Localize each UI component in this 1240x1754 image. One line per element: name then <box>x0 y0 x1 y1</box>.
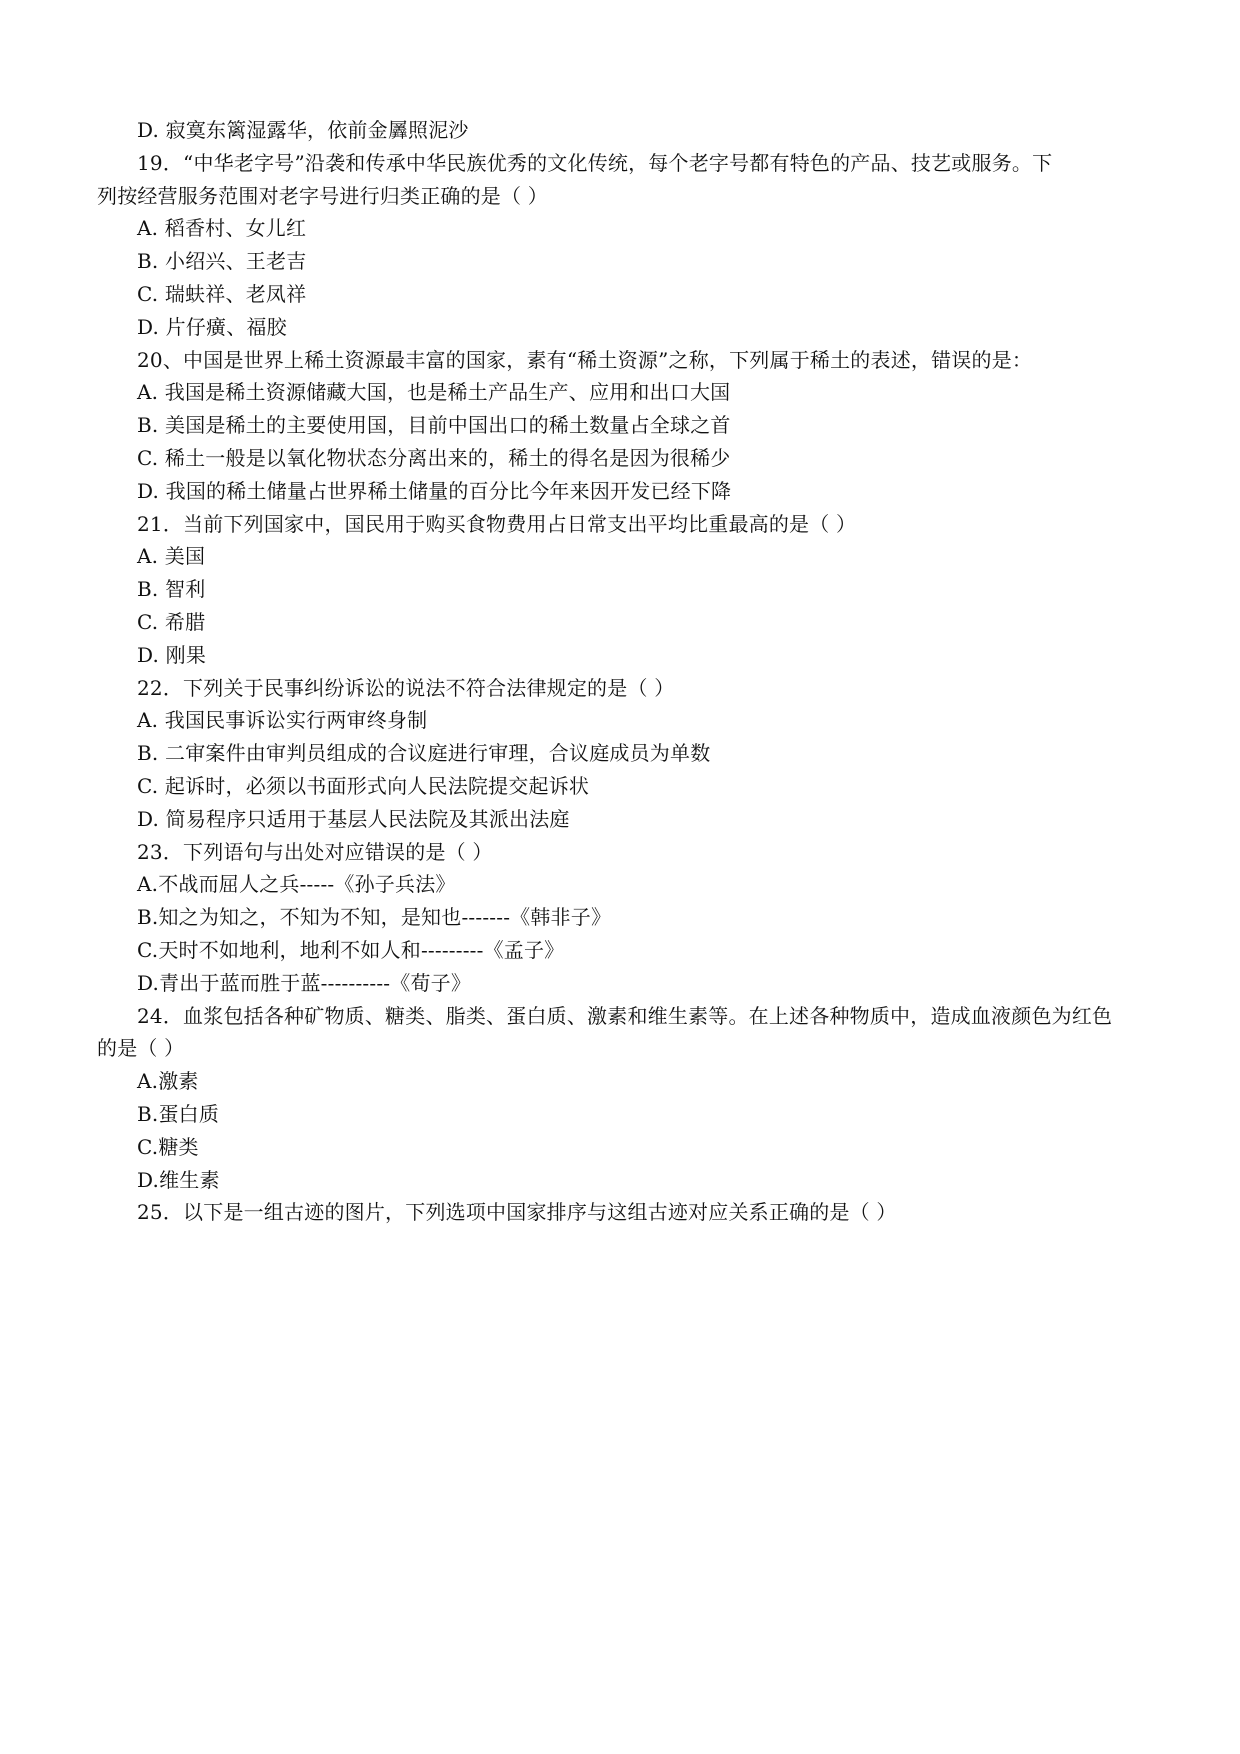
question-24: 24．血浆包括各种矿物质、糖类、脂类、蛋白质、激素和维生素等。在上述各种物质中，造成血液颜色为红色 <box>137 1003 1113 1028</box>
option-19-c: C. 瑞蚨祥、老凤祥 <box>137 281 307 306</box>
option-23-c: C.天时不如地利，地利不如人和---------《孟子》 <box>137 937 565 962</box>
option-21-d: D. 刚果 <box>137 642 207 667</box>
option-21-c: C. 希腊 <box>137 609 206 634</box>
option-24-c: C.糖类 <box>137 1134 199 1159</box>
option-18-d: D. 寂寞东篱湿露华，依前金羼照泥沙 <box>137 118 469 142</box>
option-24-a: A.激素 <box>137 1069 199 1094</box>
option-23-b: B.知之为知之，不知为不知，是知也-------《韩非子》 <box>137 905 612 930</box>
option-19-b: B. 小绍兴、王老吉 <box>137 249 307 274</box>
option-24-d: D.维生素 <box>137 1167 220 1192</box>
question-21: 21．当前下列国家中，国民用于购买食物费用占日常支出平均比重最高的是（ ） <box>137 511 857 536</box>
option-20-b: B. 美国是稀土的主要使用国，目前中国出口的稀土数量占全球之首 <box>137 413 731 438</box>
option-20-a: A. 我国是稀土资源储藏大国，也是稀土产品生产、应用和出口大国 <box>137 380 731 405</box>
question-23: 23．下列语句与出处对应错误的是（ ） <box>137 839 493 864</box>
option-19-d: D. 片仔癀、福胶 <box>137 314 287 339</box>
option-21-a: A. 美国 <box>137 544 206 569</box>
question-25: 25．以下是一组古迹的图片，下列选项中国家排序与这组古迹对应关系正确的是（ ） <box>137 1200 897 1225</box>
option-23-a: A.不战而屈人之兵-----《孙子兵法》 <box>137 872 456 897</box>
option-22-d: D. 简易程序只适用于基层人民法院及其派出法庭 <box>137 806 570 831</box>
option-22-b: B. 二审案件由审判员组成的合议庭进行审理，合议庭成员为单数 <box>137 741 711 766</box>
question-20: 20、中国是世界上稀土资源最丰富的国家，素有“稀土资源”之称，下列属于稀土的表述，错误的是： <box>137 347 1033 372</box>
option-20-d: D. 我国的稀土储量占世界稀土储量的百分比今年来因开发已经下降 <box>137 478 732 503</box>
question-22: 22．下列关于民事纠纷诉讼的说法不符合法律规定的是（ ） <box>137 675 675 700</box>
option-20-c: C. 稀土一般是以氧化物状态分离出来的，稀土的得名是因为很稀少 <box>137 445 731 470</box>
option-22-c: C. 起诉时，必须以书面形式向人民法院提交起诉状 <box>137 773 590 798</box>
option-19-a: A. 稻香村、女儿红 <box>137 216 307 241</box>
option-24-b: B.蛋白质 <box>137 1101 220 1126</box>
question-19: 19．“中华老字号”沿袭和传承中华民族优秀的文化传统，每个老字号都有特色的产品、技艺或服务。下 <box>137 150 1053 175</box>
option-21-b: B. 智利 <box>137 577 206 602</box>
option-23-d: D.青出于蓝而胜于蓝----------《荀子》 <box>137 970 472 995</box>
question-24-continued: 的是（ ） <box>97 1036 185 1061</box>
option-22-a: A. 我国民事诉讼实行两审终身制 <box>137 708 428 733</box>
document-body <box>97 114 1147 1229</box>
question-19-continued: 列按经营服务范围对老字号进行归类正确的是（ ） <box>97 183 548 208</box>
